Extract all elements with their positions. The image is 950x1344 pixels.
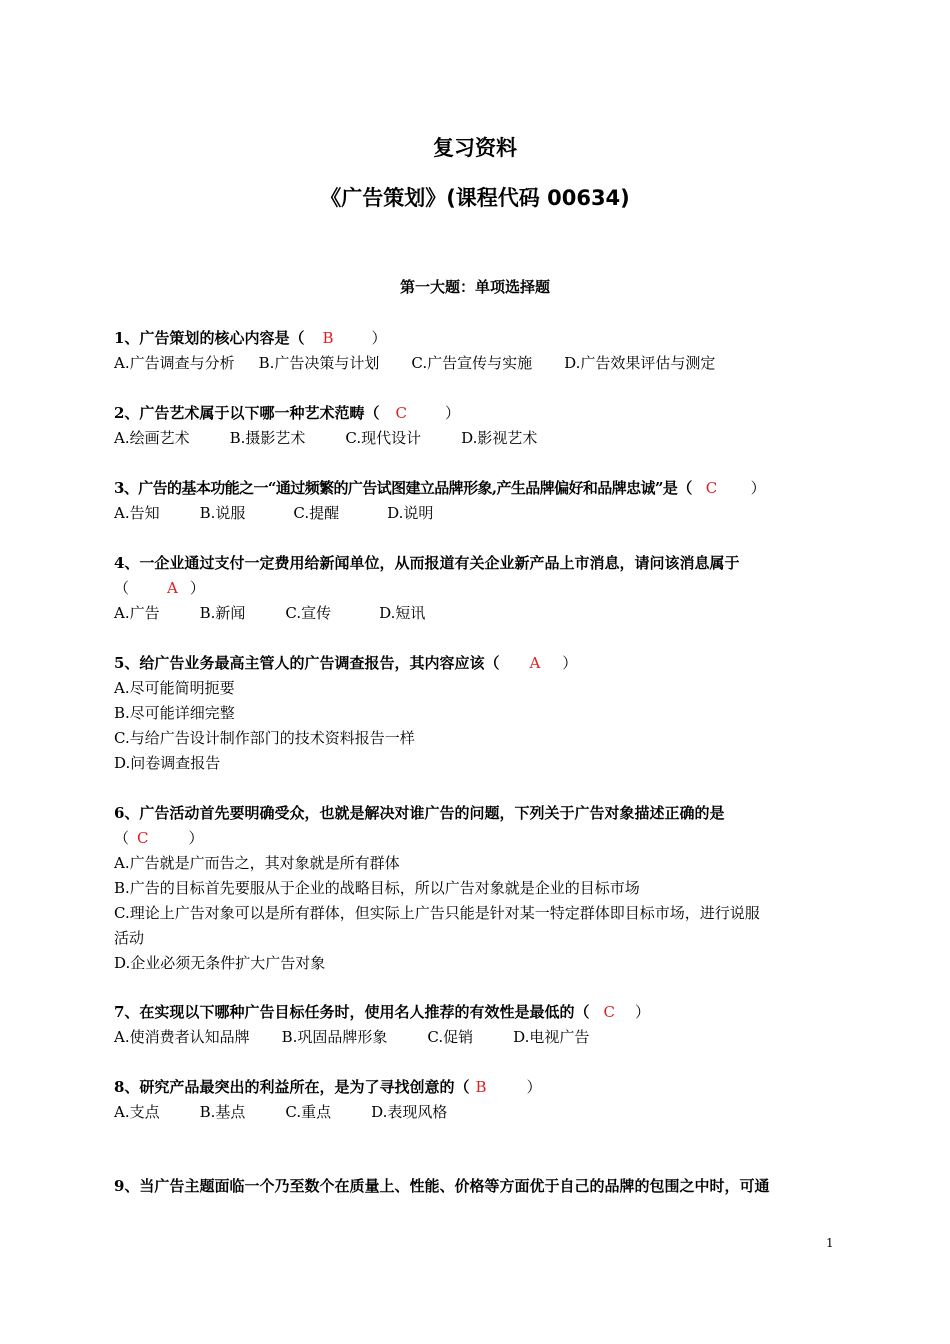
answer-mark: A — [167, 579, 178, 597]
section-heading: 第一大题：单项选择题 — [399, 278, 550, 296]
option: C.与给广告设计制作部门的技术资料报告一样 — [114, 729, 415, 747]
option: D.影视艺术 — [461, 429, 538, 447]
option: A.支点 — [114, 1103, 160, 1121]
page-title: 复习资料 — [433, 136, 517, 160]
question-stem: 2、广告艺术属于以下哪一种艺术范畴（ — [114, 404, 380, 422]
option: A.使消费者认知品牌 — [114, 1028, 250, 1046]
question-stem: 5、给广告业务最高主管人的广告调查报告，其内容应该（ — [114, 654, 500, 672]
option: B.摄影艺术 — [229, 429, 306, 447]
question-9 — [114, 1175, 769, 1196]
answer-mark: C — [705, 479, 717, 497]
option: C.理论上广告对象可以是所有群体，但实际上广告只能是针对某一特定群体即目标市场，进行说服 — [114, 904, 760, 922]
question-stem: 6、广告活动首先要明确受众，也就是解决对谁广告的问题，下列关于广告对象描述正确的是 — [114, 804, 725, 822]
question-stem: 1、广告策划的核心内容是（ — [114, 329, 305, 347]
answer-mark: A — [529, 654, 541, 672]
answer-line: （ A ） — [114, 579, 205, 597]
option: A.广告 — [114, 604, 160, 622]
answer-mark: C — [137, 829, 149, 847]
answer-line: （ C ） — [114, 829, 204, 847]
question-stem: 7、在实现以下哪种广告目标任务时，使用名人推荐的有效性是最低的（ — [114, 1003, 590, 1021]
option: A.广告调查与分析 — [114, 354, 235, 372]
option: A.告知 — [114, 504, 160, 522]
options-row — [114, 427, 537, 448]
option: D.问卷调查报告 — [114, 754, 221, 772]
options-row — [114, 1101, 447, 1122]
question-stem: 8、研究产品最突出的利益所在，是为了寻找创意的（ — [114, 1078, 470, 1096]
page-number: 1 — [826, 1236, 834, 1250]
answer-mark: C — [603, 1003, 615, 1021]
question-3: 3、广告的基本功能之一“通过频繁的广告试图建立品牌形象,产生品牌偏好和品牌忠诚”是（ C ） — [114, 479, 766, 497]
question-stem: 9、当广告主题面临一个乃至数个在质量上、性能、价格等方面优于自己的品牌的包围之中时，可通 — [114, 1177, 770, 1195]
question-stem: 4、一企业通过支付一定费用给新闻单位，从而报道有关企业新产品上市消息，请问该消息属于 — [114, 554, 740, 572]
question-1: 1、广告策划的核心内容是（ B ） — [114, 329, 387, 347]
option: D.电视广告 — [513, 1028, 590, 1046]
question-8: 8、研究产品最突出的利益所在，是为了寻找创意的（ B ） — [114, 1078, 542, 1096]
option: A.绘画艺术 — [114, 429, 190, 447]
options-row — [114, 602, 425, 623]
option: C.重点 — [285, 1103, 332, 1121]
option: B.说服 — [199, 504, 246, 522]
option: B.巩固品牌形象 — [281, 1028, 388, 1046]
option: C.促销 — [427, 1028, 474, 1046]
option: C.广告宣传与实施 — [411, 354, 533, 372]
option: C.现代设计 — [345, 429, 422, 447]
options-row — [114, 352, 715, 373]
options-row — [114, 502, 433, 523]
question-4 — [114, 552, 739, 573]
option: D.短讯 — [379, 604, 426, 622]
answer-mark: C — [395, 404, 407, 422]
option: B.广告的目标首先要服从于企业的战略目标，所以广告对象就是企业的目标市场 — [114, 879, 640, 897]
option: D.企业必须无条件扩大广告对象 — [114, 954, 326, 972]
answer-mark: B — [475, 1078, 487, 1096]
question-5: 5、给广告业务最高主管人的广告调查报告，其内容应该（ A ） — [114, 654, 578, 672]
option: B.尽可能详细完整 — [114, 704, 235, 722]
option: D.广告效果评估与测定 — [564, 354, 716, 372]
option: C.提醒 — [293, 504, 340, 522]
option: D.表现风格 — [371, 1103, 448, 1121]
option: C.宣传 — [285, 604, 332, 622]
options-row — [114, 1026, 589, 1047]
option: B.基点 — [199, 1103, 246, 1121]
option: B.广告决策与计划 — [258, 354, 380, 372]
option-continuation: 活动 — [114, 929, 145, 947]
option: A.广告就是广而告之，其对象就是所有群体 — [114, 854, 400, 872]
option: B.新闻 — [199, 604, 246, 622]
answer-mark: B — [322, 329, 334, 347]
course-subtitle: 《广告策划》(课程代码 00634) — [320, 186, 630, 210]
question-stem: 3、广告的基本功能之一“通过频繁的广告试图建立品牌形象,产生品牌偏好和品牌忠诚”是（ — [114, 479, 692, 497]
question-7: 7、在实现以下哪种广告目标任务时，使用名人推荐的有效性是最低的（ C ） — [114, 1003, 650, 1021]
question-2: 2、广告艺术属于以下哪一种艺术范畴（ C ） — [114, 404, 460, 422]
question-6 — [114, 802, 724, 823]
option: A.尽可能简明扼要 — [114, 679, 235, 697]
option: D.说明 — [387, 504, 434, 522]
